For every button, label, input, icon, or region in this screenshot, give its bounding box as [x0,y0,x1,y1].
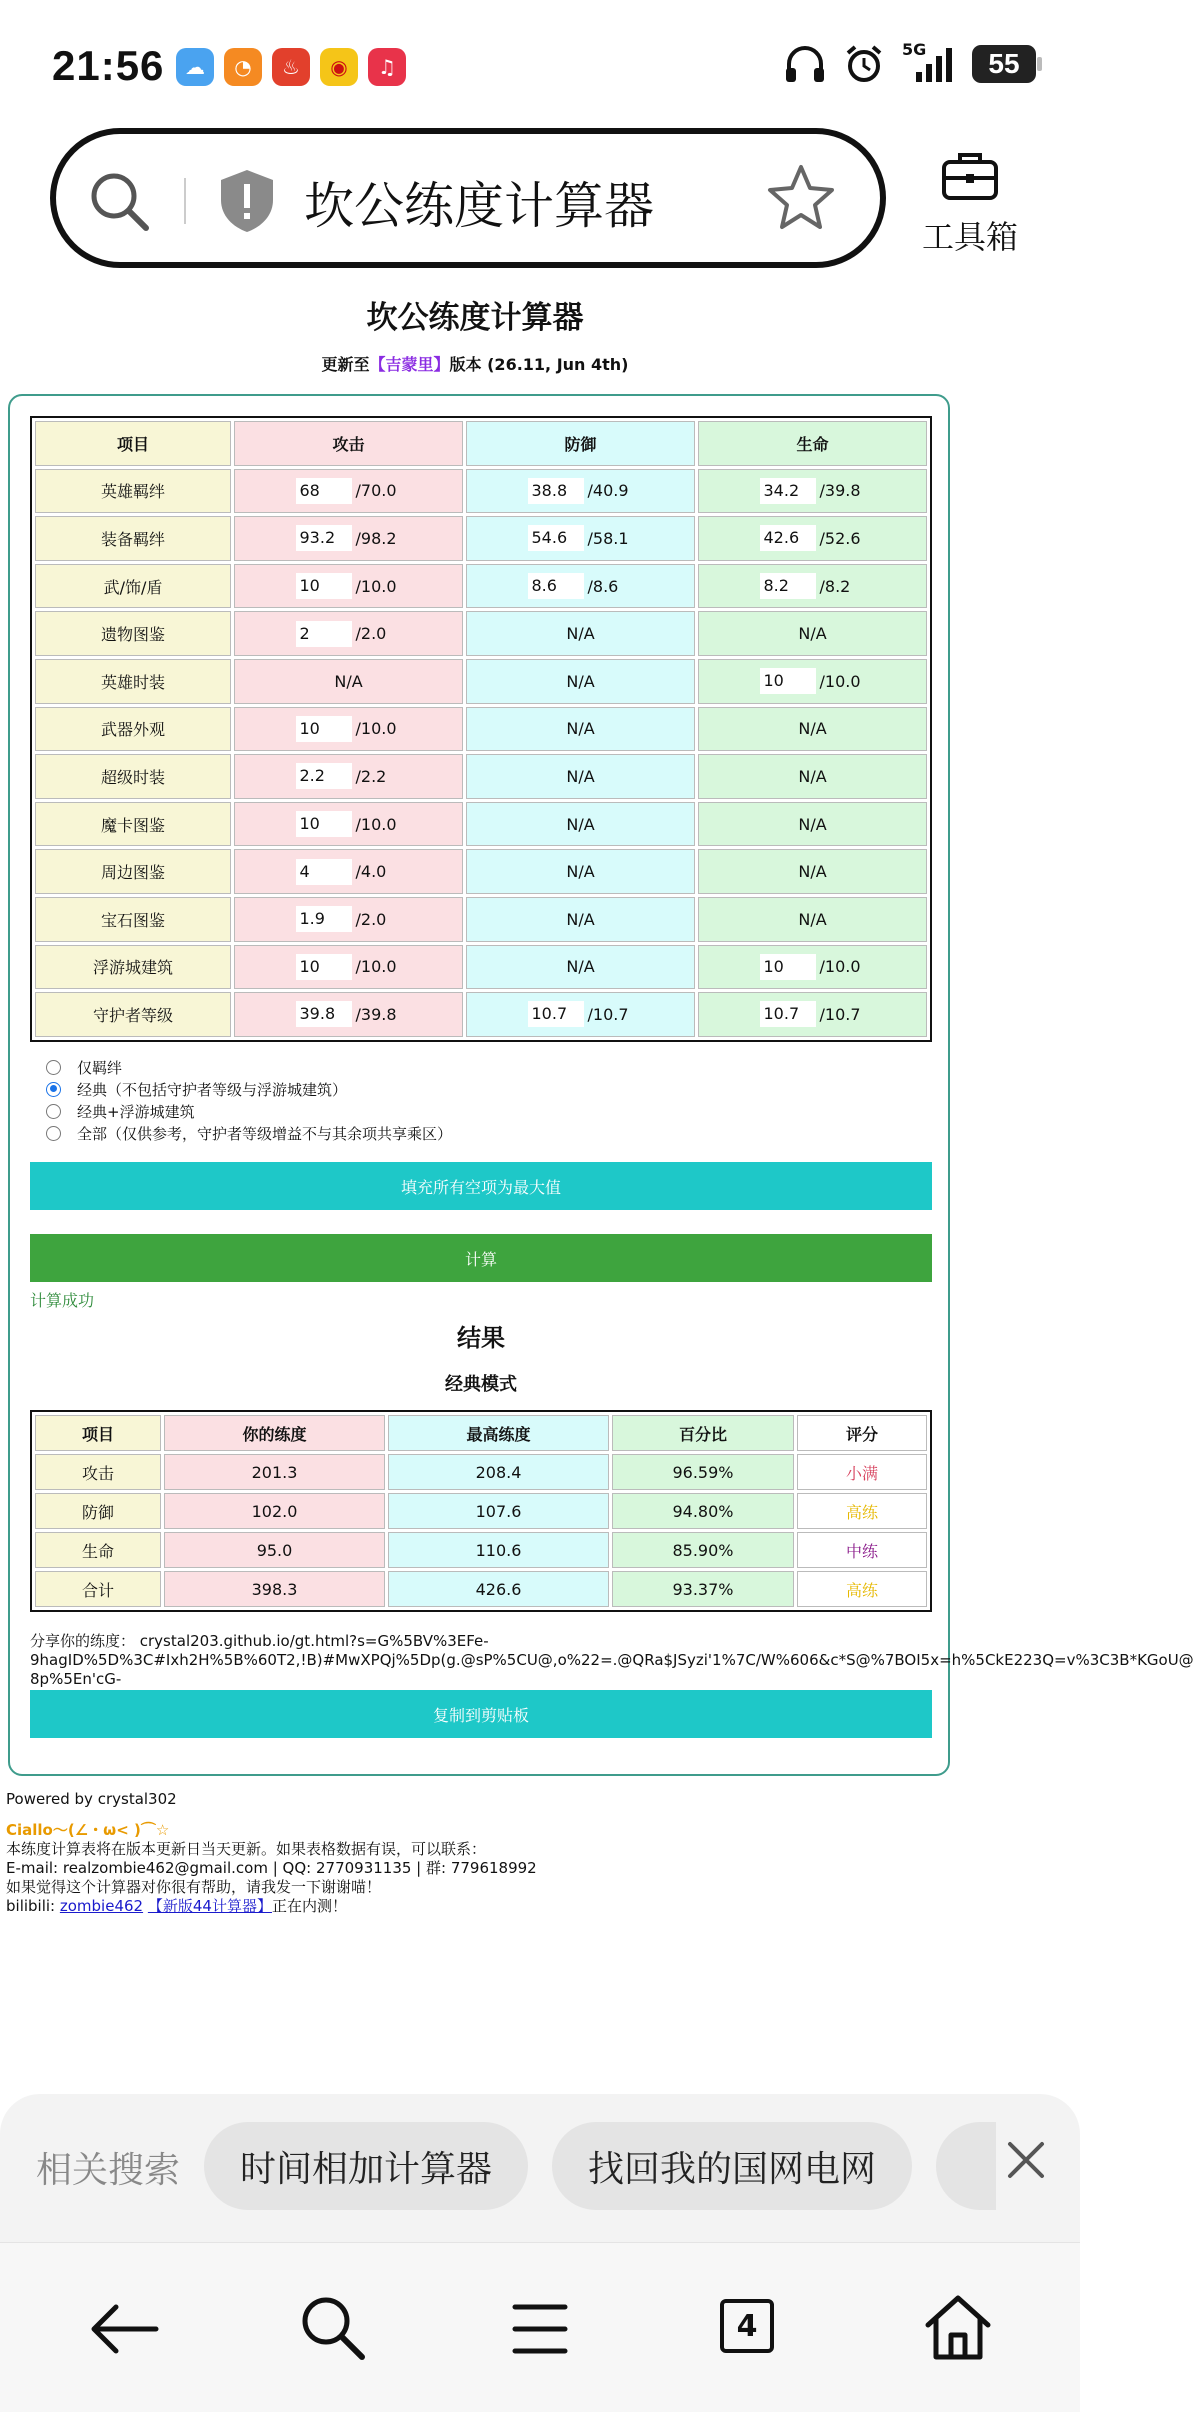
header-defense: 防御 [466,421,695,466]
attack-cell [234,897,463,942]
result-max: 107.6 [388,1493,609,1529]
defense-max-value: /8.6 [587,576,619,596]
hp-na-cell: N/A [698,707,927,752]
attack-max-value: /10.0 [355,814,397,834]
bilibili-suffix: 正在内测！ [271,1897,347,1915]
game-app-icon: ♨ [272,48,310,86]
mode-label: 全部（仅供参考，守护者等级增益不与其余项共享乘区） [77,1124,453,1143]
result-table-body [35,1454,927,1607]
toolbox-icon [941,150,999,202]
attack-cell [234,802,463,847]
share-line-1: 分享你的练度： crystal203.github.io/gt.html?s=G%5BV%3EFe- [30,1632,489,1650]
defense-value-input[interactable]: 54.6 [528,525,584,551]
row-label: 英雄羁绊 [35,469,231,514]
row-label: 超级时装 [35,754,231,799]
weather-app-icon: ☁ [176,48,214,86]
hp-max-value: /10.0 [819,957,861,977]
defense-na-cell: N/A [466,945,695,990]
headphones-icon [784,44,826,84]
result-table [30,1410,932,1612]
attack-max-value: /2.0 [355,624,387,644]
row-label: 周边图鉴 [35,849,231,894]
result-header-max: 最高练度 [388,1415,609,1451]
result-title: 结果 [457,1324,505,1352]
alarm-icon [844,44,884,84]
attack-cell [234,564,463,609]
hp-value-input[interactable]: 8.2 [760,573,816,599]
attack-cell [234,611,463,656]
mode-option[interactable] [46,1078,452,1100]
header-item: 项目 [35,421,231,466]
result-item: 防御 [35,1493,161,1529]
attack-cell [234,754,463,799]
radio-button[interactable] [46,1104,61,1119]
attack-max-value: /2.2 [355,766,387,786]
attack-max-value: /10.0 [355,576,397,596]
weibo-app-icon: ◉ [320,48,358,86]
result-header-item: 项目 [35,1415,161,1451]
attack-cell [234,516,463,561]
footer-line-1: 本练度计算表将在版本更新日当天更新。如果表格数据有误，可以联系： [6,1840,487,1858]
result-item: 生命 [35,1532,161,1568]
defense-value-input[interactable]: 8.6 [528,573,584,599]
defense-na-cell: N/A [466,802,695,847]
hp-na-cell: N/A [698,849,927,894]
fill-max-button[interactable]: 填充所有空项为最大值 [30,1162,932,1210]
radio-button[interactable] [46,1126,61,1141]
calculate-button[interactable]: 计算 [30,1234,932,1282]
input-row [35,659,927,704]
result-yours: 398.3 [164,1571,385,1607]
attack-value-input[interactable]: 10 [296,811,352,837]
related-chip-2[interactable]: 找回我的国网电网 [552,2122,912,2210]
hp-cell [698,516,927,561]
ciallo-text: Ciallo～(∠・ω< )⌒☆ [6,1821,170,1839]
attack-value-input[interactable]: 39.8 [296,1001,352,1027]
defense-cell [466,992,695,1037]
hp-max-value: /52.6 [819,528,861,548]
result-yours: 201.3 [164,1454,385,1490]
footer-line-3: 如果觉得这个计算器对你很有帮助，请我发一下谢谢喵！ [6,1878,382,1896]
footer-contact: E-mail: realzombie462@gmail.com | QQ: 2770931135 | 群: 779618992 [6,1859,537,1877]
input-row [35,849,927,894]
hp-value-input[interactable]: 10.7 [760,1001,816,1027]
result-yours: 95.0 [164,1532,385,1568]
menu-icon[interactable] [512,2301,568,2357]
music-app-icon: ♫ [368,48,406,86]
hp-na-cell: N/A [698,897,927,942]
calculator-card [8,394,1194,1776]
attack-max-value: /10.0 [355,957,397,977]
hp-value-input[interactable]: 10 [760,668,816,694]
defense-value-input[interactable]: 38.8 [528,478,584,504]
input-row [35,564,927,609]
row-label: 魔卡图鉴 [35,802,231,847]
row-label: 武器外观 [35,707,231,752]
mode-option[interactable] [46,1100,452,1122]
defense-max-value: /40.9 [587,481,629,501]
defense-max-value: /58.1 [587,528,629,548]
hp-cell [698,659,927,704]
back-arrow-icon[interactable] [86,2299,160,2359]
related-chip-3[interactable] [936,2122,996,2210]
row-label: 装备羁绊 [35,516,231,561]
attack-value-input[interactable]: 1.9 [296,906,352,932]
result-rating: 高练 [797,1571,927,1607]
related-chip-1[interactable]: 时间相加计算器 [204,2122,528,2210]
page-title: 坎公练度计算器 [366,300,584,336]
attack-cell [234,469,463,514]
defense-value-input[interactable]: 10.7 [528,1001,584,1027]
share-link[interactable] [30,1632,1194,1689]
attack-max-value: /98.2 [355,528,397,548]
tabs-button[interactable]: 4 [720,2299,774,2353]
calc-status: 计算成功 [30,1291,95,1310]
mode-option[interactable] [46,1056,452,1078]
address-bar[interactable] [50,128,886,268]
input-row [35,611,927,656]
hp-cell [698,992,927,1037]
attack-max-value: /39.8 [355,1004,397,1024]
result-max: 110.6 [388,1532,609,1568]
input-row [35,802,927,847]
result-percent: 93.37% [612,1571,794,1607]
defense-na-cell: N/A [466,754,695,799]
attack-max-value: /2.0 [355,909,387,929]
result-percent: 96.59% [612,1454,794,1490]
hp-value-input[interactable]: 34.2 [760,478,816,504]
result-header-percent: 百分比 [612,1415,794,1451]
attack-cell [234,707,463,752]
input-row [35,992,927,1037]
hp-value-input[interactable]: 10 [760,954,816,980]
hp-na-cell: N/A [698,802,927,847]
input-table [30,416,932,1042]
subtitle-version-name: 【吉蒙里】 [369,355,450,374]
result-header-rating: 评分 [797,1415,927,1451]
mode-label: 经典+浮游城建筑 [77,1102,195,1121]
hp-max-value: /39.8 [819,481,861,501]
attack-cell [234,945,463,990]
row-label: 英雄时装 [35,659,231,704]
radio-button[interactable] [46,1060,61,1075]
defense-na-cell: N/A [466,849,695,894]
defense-na-cell: N/A [466,659,695,704]
bottom-nav [0,2242,1080,2412]
result-header-yours: 你的练度 [164,1415,385,1451]
result-rating: 中练 [797,1532,927,1568]
share-line-2: 9hagID%5D%3C#Ixh2H%5B%60T2,!B)#MwXPQj%5Dp(g.@sP%5CU@,o%22=.@QRa$JSyzi'1%7C/W%606&c*S@%7BOI5x=h%5CkE223Q=v%3C3B*KGoU@ [30,1651,1194,1669]
defense-na-cell: N/A [466,707,695,752]
attack-value-input[interactable]: 4 [296,859,352,885]
toolbox-button[interactable] [920,150,1020,258]
result-item: 合计 [35,1571,161,1607]
attack-max-value: /4.0 [355,862,387,882]
defense-na-cell: N/A [466,897,695,942]
result-rating: 小满 [797,1454,927,1490]
hp-max-value: /8.2 [819,576,851,596]
input-row [35,897,927,942]
powered-by: Powered by crystal302 [6,1790,177,1808]
attack-max-value: /70.0 [355,481,397,501]
status-time: 21:56 [52,42,165,89]
signal-5g-icon [902,40,954,84]
search-icon[interactable] [86,168,156,238]
header-hp: 生命 [698,421,927,466]
result-max: 208.4 [388,1454,609,1490]
subtitle-version-date: 版本 (26.11, Jun 4th) [449,355,629,374]
attack-value-input[interactable]: 10 [296,716,352,742]
copy-button[interactable]: 复制到剪贴板 [30,1690,932,1738]
result-row [35,1493,927,1529]
bilibili-link[interactable]: zombie462 [59,1897,144,1915]
page-footer [6,1790,537,1916]
subtitle-prefix: 更新至 [321,355,370,374]
attack-cell [234,849,463,894]
status-bar [0,0,1080,130]
mode-label: 经典（不包括守护者等级与浮游城建筑） [77,1080,348,1099]
result-row [35,1532,927,1568]
attack-value-input[interactable]: 10 [296,954,352,980]
result-item: 攻击 [35,1454,161,1490]
result-max: 426.6 [388,1571,609,1607]
related-search-label: 相关搜索 [36,2150,181,2191]
toolbox-label: 工具箱 [921,218,1018,256]
hp-cell [698,469,927,514]
result-row [35,1571,927,1607]
input-row [35,469,927,514]
mode-option[interactable] [46,1122,452,1144]
related-search-bar [0,2094,1080,2242]
attack-max-value: /10.0 [355,719,397,739]
shield-icon[interactable] [218,168,276,234]
input-row [35,754,927,799]
defense-na-cell: N/A [466,611,695,656]
result-percent: 85.90% [612,1532,794,1568]
footer-bilibili [6,1897,537,1916]
row-label: 浮游城建筑 [35,945,231,990]
hp-cell [698,945,927,990]
star-icon[interactable] [766,162,836,232]
attack-value-input[interactable]: 2 [296,621,352,647]
network-type-label: 5G [902,40,927,59]
input-row [35,945,927,990]
hp-cell [698,564,927,609]
result-percent: 94.80% [612,1493,794,1529]
hp-max-value: /10.0 [819,671,861,691]
attack-value-input[interactable]: 93.2 [296,525,352,551]
attack-value-input[interactable]: 10 [296,573,352,599]
close-icon[interactable] [1004,2138,1048,2182]
hp-na-cell: N/A [698,611,927,656]
attack-cell [234,992,463,1037]
mode-radio-group [46,1056,452,1144]
battery-icon: 55 [972,45,1036,83]
defense-max-value: /10.7 [587,1004,629,1024]
row-label: 武/饰/盾 [35,564,231,609]
row-label: 宝石图鉴 [35,897,231,942]
row-label: 遗物图鉴 [35,611,231,656]
status-right [784,40,1036,84]
bilibili-label: bilibili: [6,1897,60,1915]
input-row [35,707,927,752]
hp-max-value: /10.7 [819,1004,861,1024]
defense-cell [466,469,695,514]
search-nav-icon[interactable] [298,2293,368,2363]
address-title[interactable]: 坎公练度计算器 [304,177,654,235]
header-attack: 攻击 [234,421,463,466]
input-row [35,516,927,561]
map-app-icon: ◔ [224,48,262,86]
address-divider [184,178,186,224]
result-row [35,1454,927,1490]
defense-cell [466,516,695,561]
result-mode: 经典模式 [445,1374,517,1395]
home-icon[interactable] [924,2293,992,2361]
row-label: 守护者等级 [35,992,231,1037]
page-subtitle [0,352,950,375]
hp-na-cell: N/A [698,754,927,799]
notification-icons [176,48,406,86]
attack-value-input[interactable]: 68 [296,478,352,504]
result-yours: 102.0 [164,1493,385,1529]
defense-cell [466,564,695,609]
new-calculator-link[interactable]: 【新版44计算器】 [147,1897,272,1915]
radio-button[interactable] [46,1082,61,1097]
hp-value-input[interactable]: 42.6 [760,525,816,551]
mode-label: 仅羁绊 [77,1058,123,1077]
attack-na-cell: N/A [234,659,463,704]
attack-value-input[interactable]: 2.2 [296,763,352,789]
share-line-3: 8p%5En'cG- [30,1670,122,1688]
input-table-body [35,469,927,1037]
result-rating: 高练 [797,1493,927,1529]
